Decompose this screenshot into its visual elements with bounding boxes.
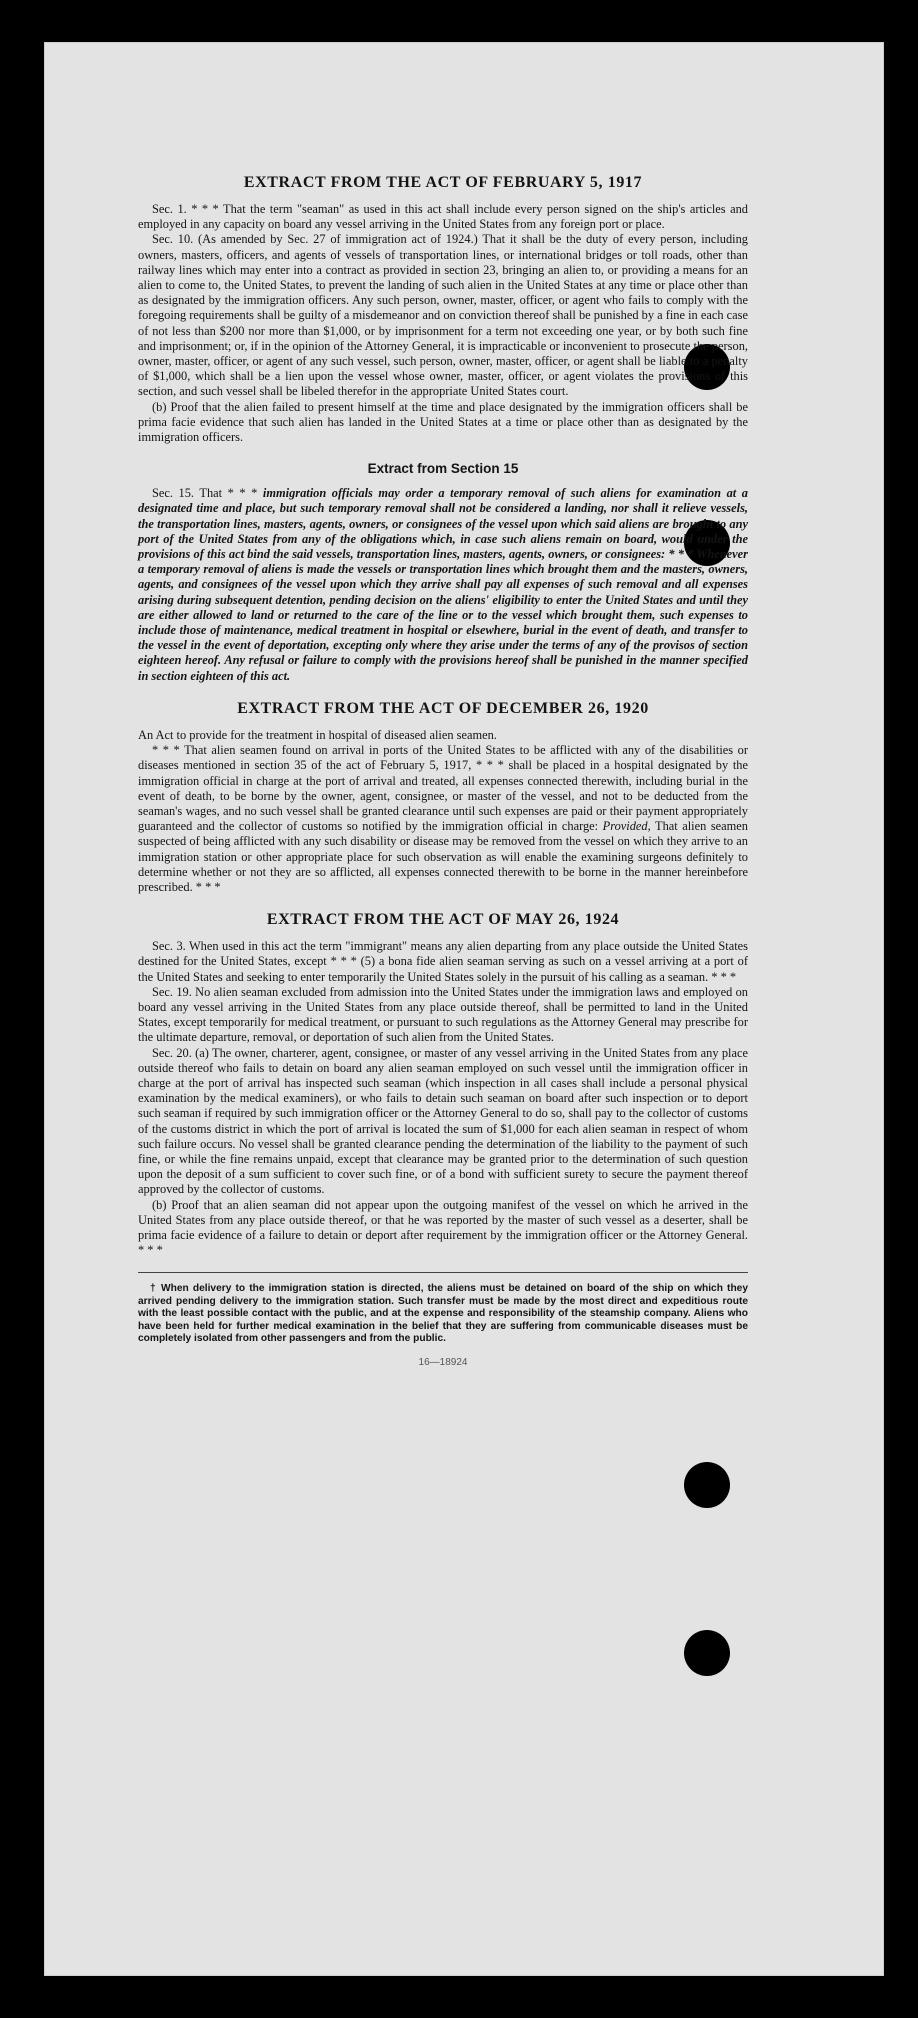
heading-act-1924: EXTRACT FROM THE ACT OF MAY 26, 1924 <box>266 911 620 929</box>
sec-15-lead: Sec. 15. That * * * <box>152 486 258 501</box>
heading-act-1917: EXTRACT FROM THE ACT OF FEBRUARY 5, 1917 <box>243 174 643 191</box>
section-act-1917 <box>138 174 748 445</box>
document-content <box>138 174 748 1368</box>
section-act-1924 <box>138 911 748 1258</box>
punch-hole-4 <box>684 1630 730 1676</box>
paragraph-sec-20-b: (b) Proof that an alien seaman did not appear upon the outgoing manifest of the vessel on which he arrived in the United States from any place outside thereof, or that he was reported by the master of such vessel as a deserter, shall be prima facie evidence of a failure to detain or deport after requirement by the immigration officer or the Attorney General. * * * <box>138 1197 748 1258</box>
paragraph-act-1920-title: An Act to provide for the treatment in hospital of diseased alien seamen. <box>138 727 497 742</box>
document-page <box>44 42 884 1976</box>
footnote-divider <box>138 1272 748 1273</box>
section-act-1920 <box>138 700 748 895</box>
punch-hole-3 <box>684 1462 730 1508</box>
paragraph-sec-10: Sec. 10. (As amended by Sec. 27 of immigration act of 1924.) That it shall be the duty of every person, including owners, masters, officers, and agents of vessels of transportation lines, or international bridges or toll roads, other than railway lines which may enter into a contract as provided in section 23, bringing an alien to, or providing a means for an alien to come to, the United States, to prevent the landing of such alien in the United States at any time or place other than as designated by the immigration officers. Any such person, owner, master, officer, or agent who fails to comply with the foregoing requirements shall be guilty of a misdemeanor and on conviction thereof shall be punished by a fine in each case of not less than $200 nor more than $1,000, or by imprisonment for a term not exceeding one year, or by both such fine and imprisonment; or, if in the opinion of the Attorney General, it is impracticable or inconvenient to prosecute the person, owner, master, officer, or agent of any such vessel, such person, owner, master, officer, or agent shall be liable to a penalty of $1,000, which shall be a lien upon the vessel whose owner, master, officer, or agent violates the provisions of this section, and such vessel shall be libeled therefor in the appropriate United States court. <box>138 232 748 399</box>
section-15-extract <box>138 461 748 684</box>
act-1920-body-a: * * * That alien seamen found on arrival in ports of the United States to be afflicted with any of the disabilities or diseases mentioned in section 35 of the act of February 5, 1917, * * * shall be placed in a hospital designated by the immigration official in charge at the port of arrival and treated, all expenses connected therewith, including burial in the event of death, to be borne by the owner, agent, consignee, or master of the vessel, and not to be deducted from the seaman's wages, and no such vessel shall be granted clearance until such expenses are paid or their payment appropriately guaranteed and the collector of customs so notified by the immigration official in charge: <box>138 743 748 834</box>
page-number: 16—18924 <box>418 1357 468 1369</box>
act-1920-body-b: That alien seamen suspected of being afflicted with any such disability or disease may be removed from the vessel on which they arrive to an immigration station or other appropriate place for such observation as will enable the examining surgeons definitely to determine whether or not they are so afflicted, all expenses connected therewith to be borne in the manner hereinbefore prescribed. * * * <box>138 819 748 894</box>
paragraph-sec-10-b: (b) Proof that the alien failed to present himself at the time and place designated by the immigration officers shall be prima facie evidence that such alien has landed in the United States at a time or place other than as designated by the immigration officers. <box>138 399 748 445</box>
paragraph-sec-15 <box>138 486 748 684</box>
heading-act-1920: EXTRACT FROM THE ACT OF DECEMBER 26, 1920 <box>237 699 649 717</box>
paragraph-act-1920-body <box>138 743 748 895</box>
sec-15-italic-text: immigration officials may order a temporary removal of such aliens for examination at a designated time and place, but such temporary removal shall not be considered a landing, nor shall it relieve vessels, the transportation lines, masters, agents, owners, or consignees of the vessel upon which said aliens are brought to any port of the United States from any of the obligations which, in case such aliens remain on board, would under the provisions of this act bind the said vessels, transportation lines, masters, agents, owners, or consignees: * * * Whenever a temporary removal of aliens is made the vessels or transportation lines which brought them and the masters, owners, agents, and consignees of the vessel upon which they arrive shall pay all expenses of such removal and all expenses arising during subsequent detention, pending decision on the aliens' eligibility to enter the United States and until they are either allowed to land or returned to the care of the line or to the vessel which brought them, such expenses to include those of maintenance, medical treatment in hospital or elsewhere, burial in the event of death, and transfer to the vessel in the event of deportation, excepting only where they arise under the terms of any of the provisos of section eighteen hereof. Any refusal or failure to comply with the provisions hereof shall be punished in the manner specified in section eighteen of this act. <box>138 486 748 683</box>
paragraph-sec-3: Sec. 3. When used in this act the term "immigrant" means any alien departing from any place outside the United States destined for the United States, except * * * (5) a bona fide alien seaman serving as such on a vessel arriving at a port of the United States and seeking to enter temporarily the United States solely in the pursuit of his calling as a seaman. * * * <box>138 939 748 984</box>
act-1920-provided: Provided, <box>602 819 651 834</box>
paragraph-sec-19: Sec. 19. No alien seaman excluded from admission into the United States under the immigration laws and employed on board any vessel arriving in the United States from any place outside thereof, shall be permitted to land in the United States, except temporarily for medical treatment, or pursuant to such regulations as the Attorney General may prescribe for the ultimate departure, removal, or deportation of such alien from the United States. <box>138 984 748 1045</box>
footnote: † When delivery to the immigration station is directed, the aliens must be detained on board of the ship on which they arrived pending delivery to the immigration station. Such transfer must be made by the most direct and expeditious route with the least possible contact with the public, and at the expense and responsibility of the steamship company. Aliens who have been held for further medical examination in the belief that they are suffering from communicable diseases must be completely isolated from other passengers and from the public. <box>138 1283 748 1345</box>
heading-section-15: Extract from Section 15 <box>367 461 519 477</box>
paragraph-sec-20-a: Sec. 20. (a) The owner, charterer, agent, consignee, or master of any vessel arriving in the United States from any place outside thereof who fails to detain on board any alien seaman employed on such vessel until the immigration officer in charge at the port of arrival has inspected such seaman (which inspection in all cases shall include a personal physical examination by the medical examiners), or who fails to detain such seaman on board after such inspection or to deport such seaman if required by such immigration officer or the Attorney General to do so, shall pay to the collector of customs of the customs district in which the port of arrival is located the sum of $1,000 for each alien seaman in respect of whom such failure occurs. No vessel shall be granted clearance pending the determination of the liability to the payment of such fine, or while the fine remains unpaid, except that clearance may be granted prior to the determination of such question upon the deposit of a sum sufficient to cover such fine, or of a bond with sufficient surety to secure the payment thereof approved by the collector of customs. <box>138 1045 748 1197</box>
paragraph-sec-1: Sec. 1. * * * That the term "seaman" as used in this act shall include every person signed on the ship's articles and employed in any capacity on board any vessel arriving in the United States from any foreign port or place. <box>138 202 748 232</box>
